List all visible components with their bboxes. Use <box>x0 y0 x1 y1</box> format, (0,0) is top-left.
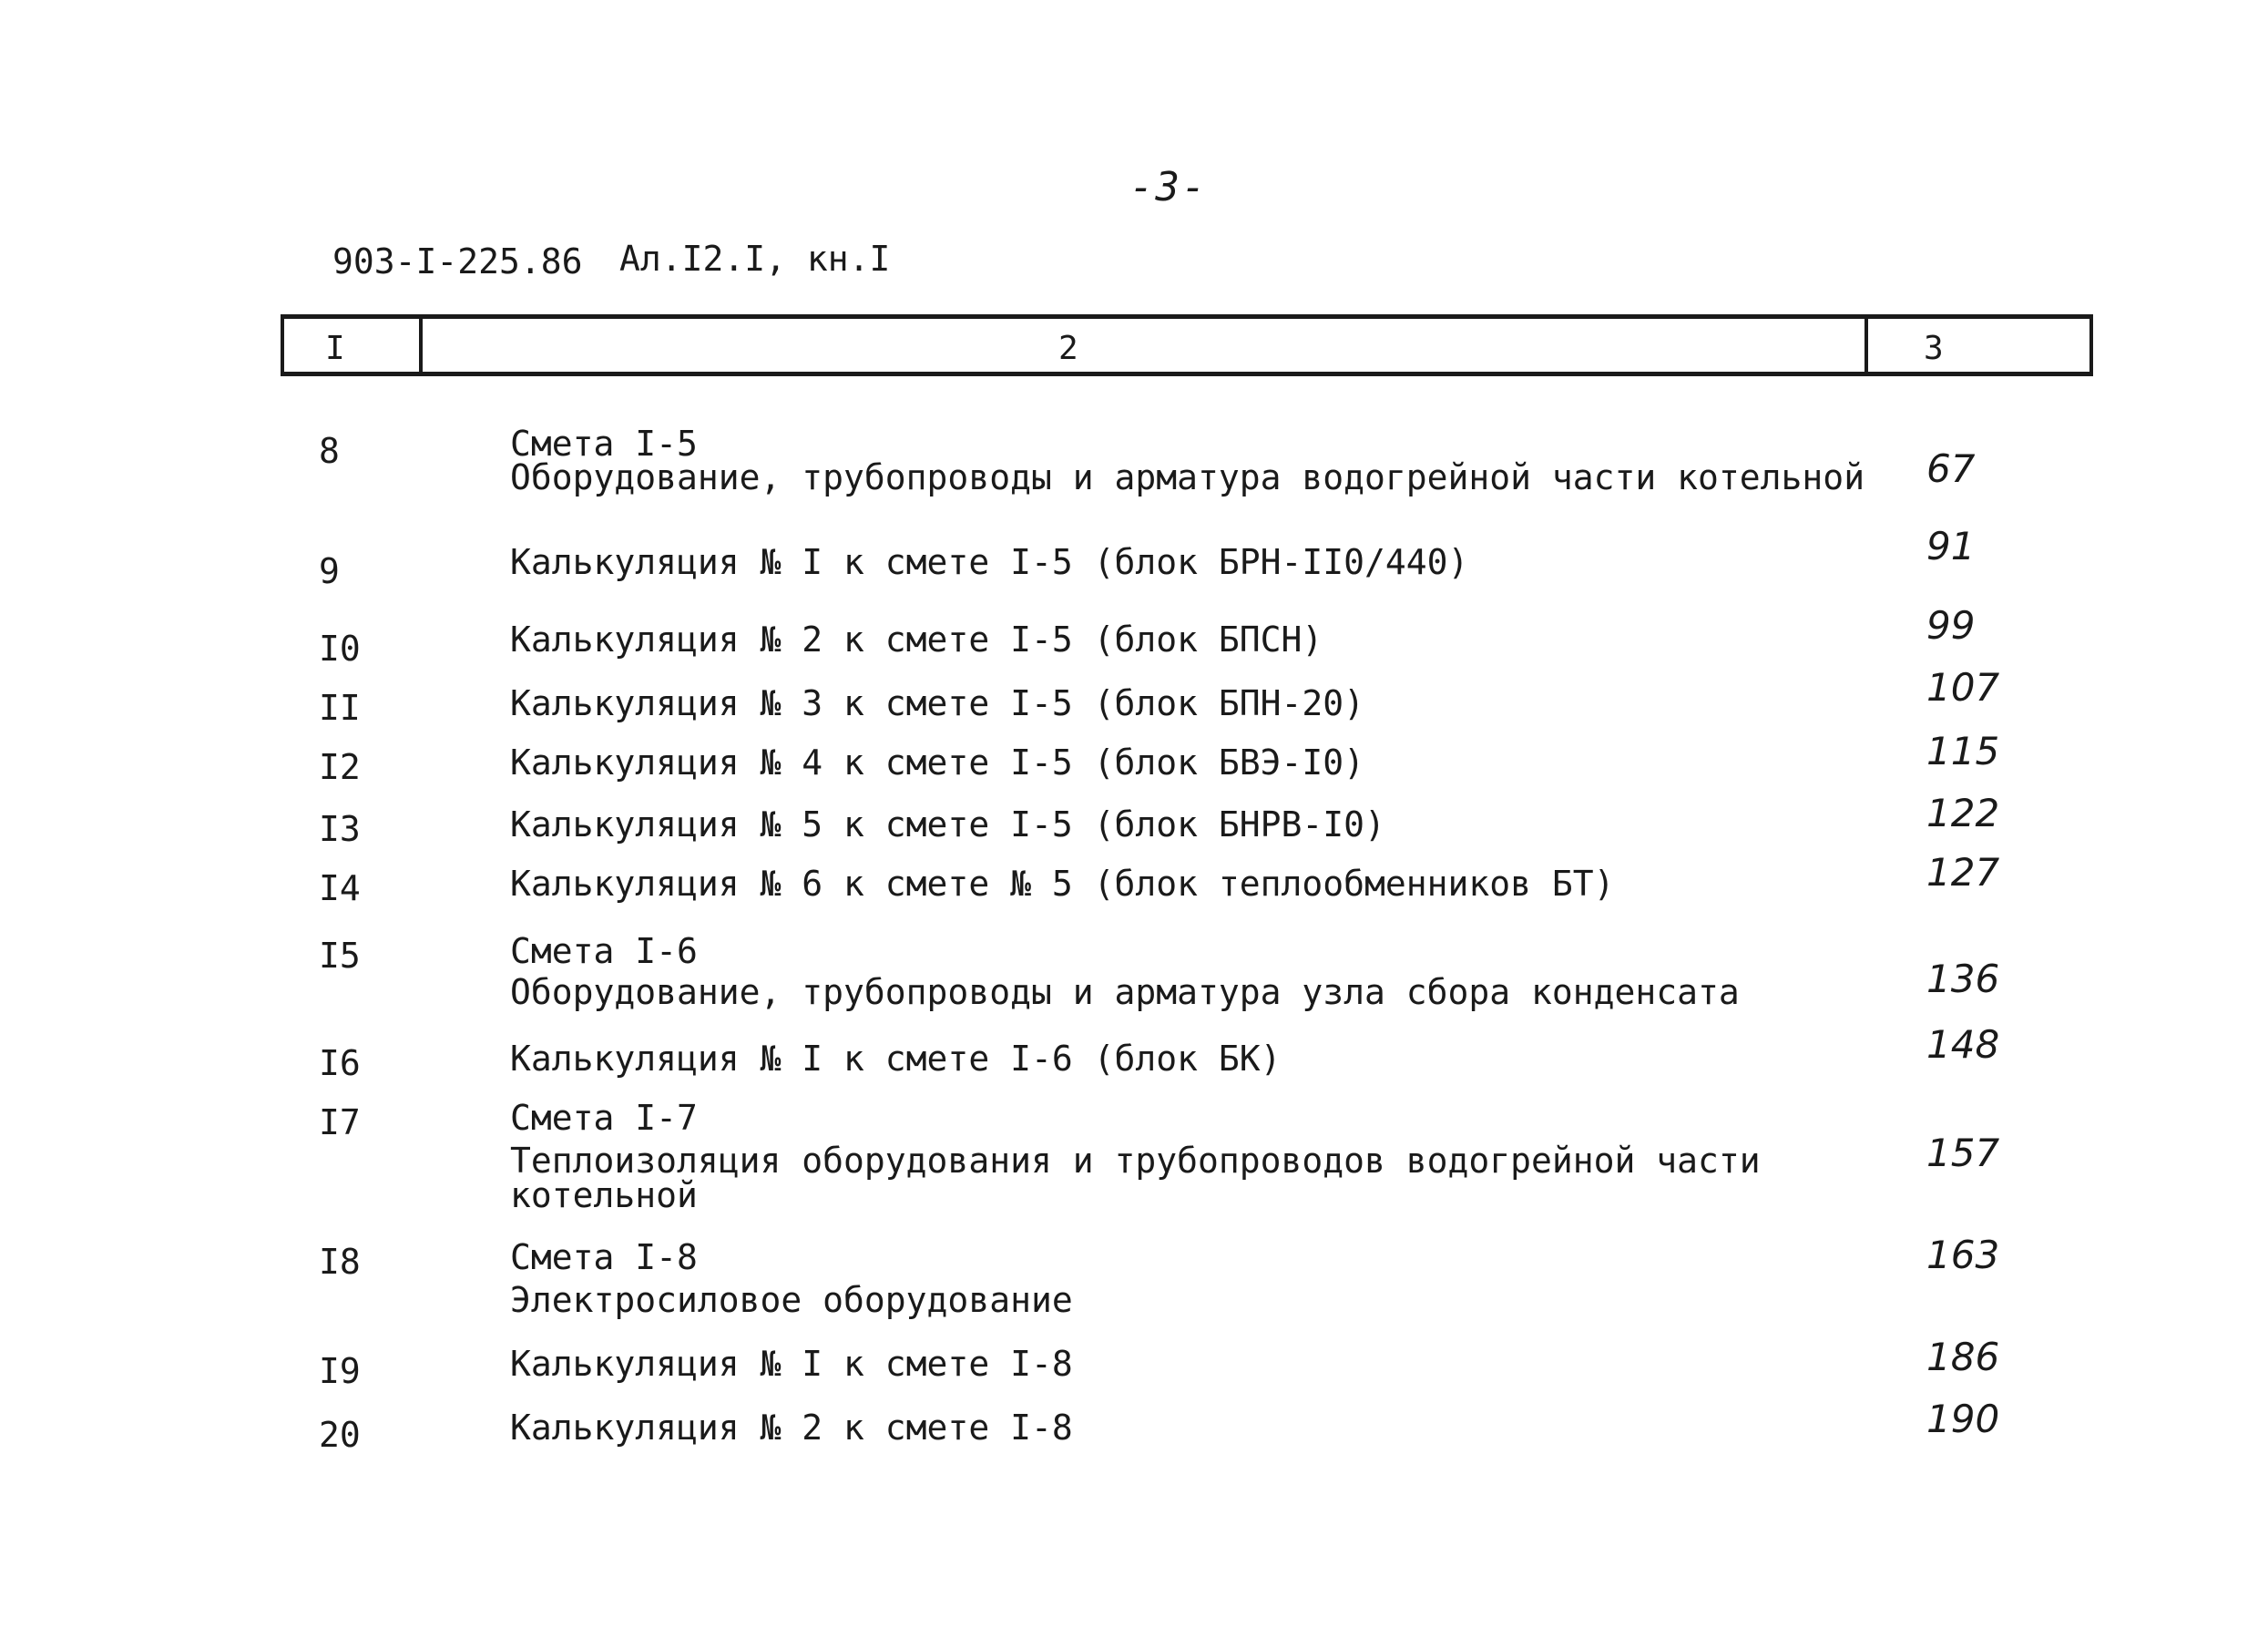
row-title: Смета I-5 <box>510 424 698 464</box>
table-header <box>281 314 2093 376</box>
row-number: I8 <box>319 1242 361 1282</box>
row-title: Смета I-7 <box>510 1098 698 1138</box>
row-number: I4 <box>319 868 361 908</box>
row-number: I9 <box>319 1351 361 1391</box>
row-page: 107 <box>1926 665 2000 710</box>
row-number: I2 <box>319 747 361 787</box>
row-title: Калькуляция № I к смете I-6 (блок БК) <box>510 1039 1282 1079</box>
document-reference: Ал.I2.I, кн.I <box>619 239 891 279</box>
row-title: Калькуляция № I к смете I-5 (блок БРН-II0/440) <box>510 542 1469 582</box>
row-page: 148 <box>1926 1022 2000 1067</box>
row-subtitle: Оборудование, трубопроводы и арматура узла сбора конденсата <box>510 972 1740 1012</box>
row-subtitle: Теплоизоляция оборудования и трубопроводов водогрейной части котельной <box>510 1141 1761 1215</box>
row-title: Смета I-8 <box>510 1237 698 1277</box>
row-page: 163 <box>1926 1233 2000 1277</box>
column-divider <box>419 319 423 372</box>
row-page: 122 <box>1926 791 2000 835</box>
row-page: 127 <box>1926 850 2000 895</box>
row-page: 67 <box>1926 446 1976 491</box>
row-number: 8 <box>319 431 340 471</box>
row-number: I6 <box>319 1043 361 1083</box>
row-title: Калькуляция № 4 к смете I-5 (блок БВЭ-I0) <box>510 742 1364 783</box>
column-divider <box>1864 319 1868 372</box>
row-page: 190 <box>1926 1397 2000 1441</box>
row-page: 91 <box>1926 524 1976 568</box>
row-title: Калькуляция № I к смете I-8 <box>510 1344 1073 1384</box>
row-page: 186 <box>1926 1335 2000 1379</box>
row-number: 20 <box>319 1415 361 1455</box>
row-number: 9 <box>319 551 340 591</box>
row-subtitle: Оборудование, трубопроводы и арматура водогрейной части котельной <box>510 457 1865 497</box>
column-header-2: 2 <box>1058 330 1078 367</box>
row-number: I3 <box>319 809 361 849</box>
row-title: Калькуляция № 2 к смете I-5 (блок БПСН) <box>510 619 1323 660</box>
row-title: Калькуляция № 5 к смете I-5 (блок БНРВ-I0) <box>510 804 1385 845</box>
row-title: Калькуляция № 6 к смете № 5 (блок теплообменников БТ) <box>510 864 1615 904</box>
column-header-1: I <box>325 330 345 367</box>
column-header-3: 3 <box>1924 330 1944 367</box>
row-page: 99 <box>1926 603 1976 648</box>
row-number: I5 <box>319 936 361 976</box>
row-number: II <box>319 688 361 728</box>
row-title: Калькуляция № 3 к смете I-5 (блок БПН-20) <box>510 683 1364 723</box>
document-code: 903-I-225.86 <box>332 241 583 282</box>
row-title: Смета I-6 <box>510 931 698 971</box>
row-page: 115 <box>1926 729 2000 773</box>
row-subtitle: Электросиловое оборудование <box>510 1280 1073 1320</box>
row-number: I7 <box>319 1102 361 1142</box>
page-number: -3- <box>1129 164 1208 210</box>
row-page: 157 <box>1926 1131 2000 1175</box>
row-page: 136 <box>1926 957 2000 1001</box>
row-title: Калькуляция № 2 к смете I-8 <box>510 1408 1073 1448</box>
row-number: I0 <box>319 629 361 669</box>
